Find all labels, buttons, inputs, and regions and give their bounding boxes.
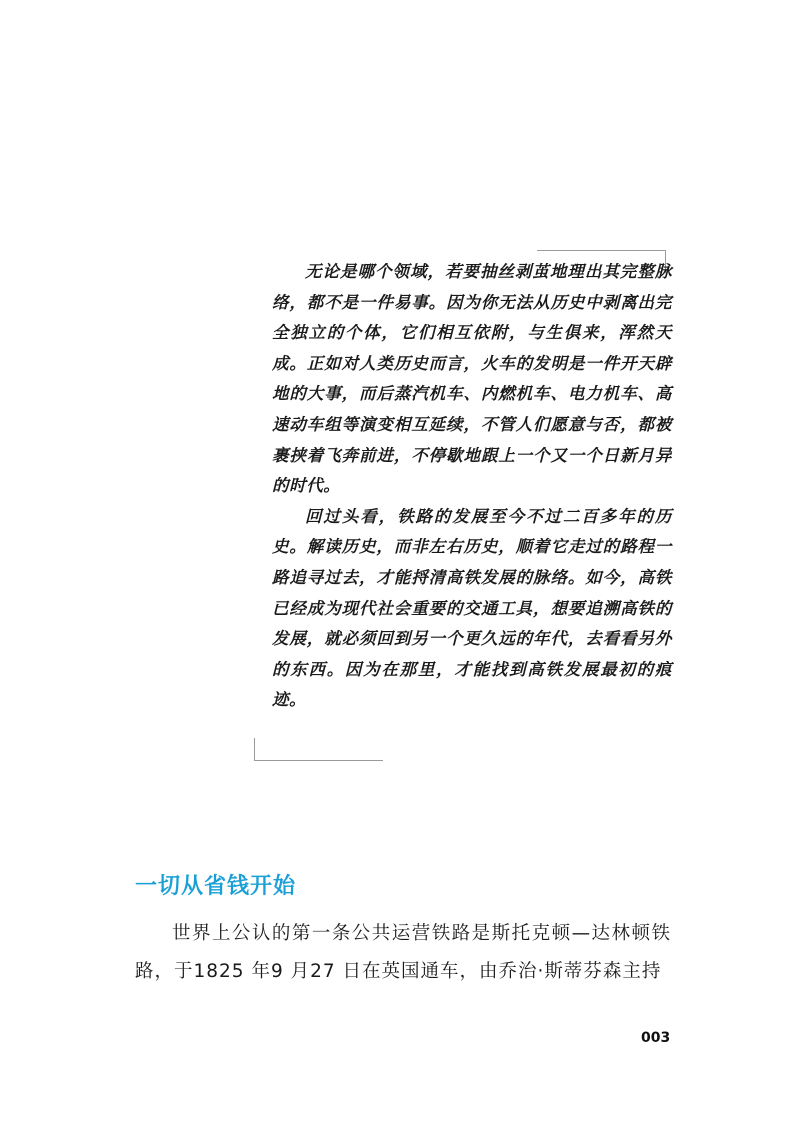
intro-paragraph-2: 回过头看，铁路的发展至今不过二百多年的历史。解读历史，而非左右历史，顺着它走过的路程一路追寻过去，才能捋清高铁发展的脉络。如今，高铁已经成为现代社会重要的交通工具，想要追溯高铁的发展，就必须回到另一个更久远的年代，去看看另外的东西。因为在那里，才能找到高铁发展最初的痕迹。 — [272, 506, 672, 710]
page-number: 003 — [641, 1030, 671, 1046]
intro-paragraph-1: 无论是哪个领域，若要抽丝剥茧地理出其完整脉络，都不是一件易事。因为你无法从历史中剥离出完全独立的个体，它们相互依附，与生俱来，浑然天成。正如对人类历史而言，火车的发明是一件开天辟地的大事，而后蒸汽机车、内燃机车、电力机车、高速动车组等演变相互延续，不管人们愿意与否，都被裹挟着飞奔前进，不停歇地跟上一个又一个日新月异的时代。 — [272, 262, 672, 496]
section-body-paragraph: 世界上公认的第一条公共运营铁路是斯托克顿—达林顿铁路，于1825 年9 月27 日在英国通车，由乔治·斯蒂芬森主持 — [135, 923, 671, 982]
intro-block — [272, 257, 672, 716]
section-title: 一切从省钱开始 — [135, 874, 297, 899]
decorative-bracket-bottom-left — [254, 738, 383, 761]
